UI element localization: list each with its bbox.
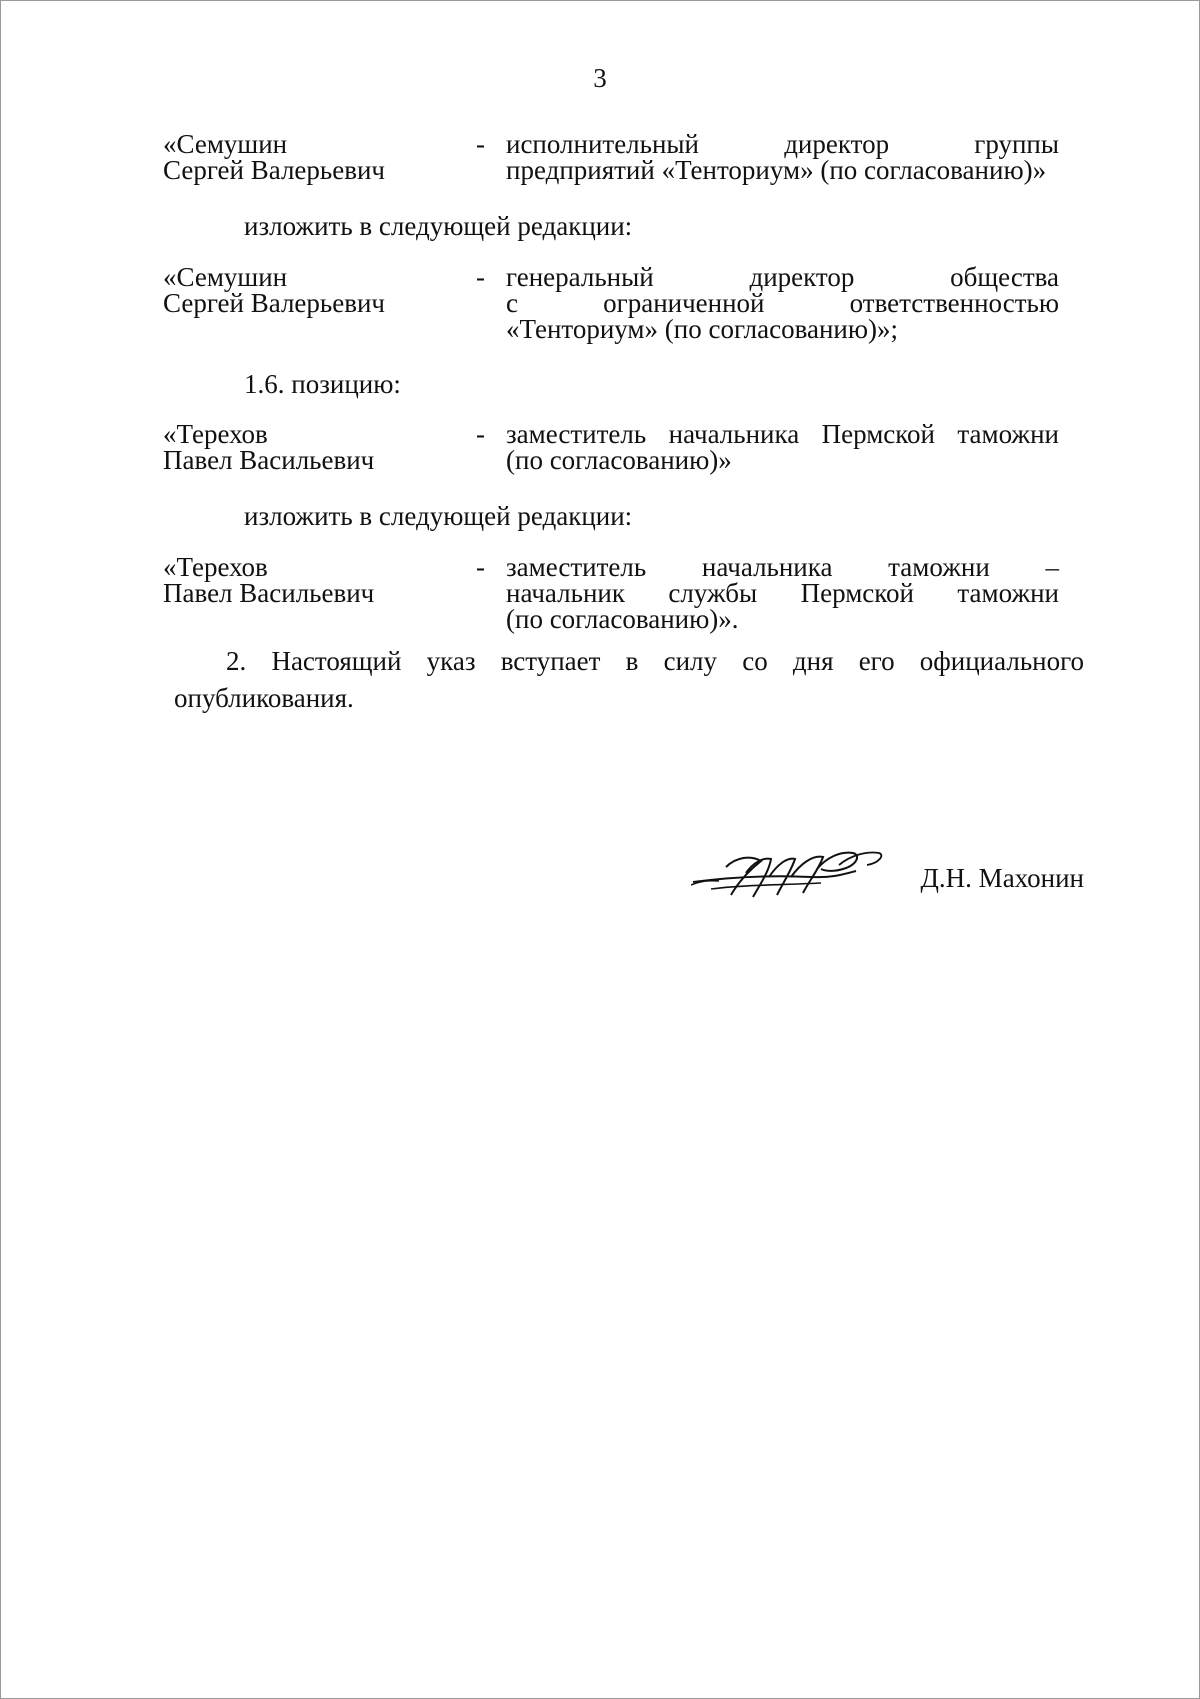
instruction-text: изложить в следующей редакции: (244, 211, 633, 241)
description-line: начальник службы Пермской таможни (506, 578, 1059, 608)
closing-paragraph (174, 643, 1084, 717)
description-line: с ограниченной ответственностью (506, 288, 1059, 318)
person-name-line: Сергей Валерьевич (163, 288, 385, 318)
description-line: генеральный директор общества (506, 262, 1059, 292)
person-name-line: «Терехов (163, 419, 268, 449)
instruction-text: изложить в следующей редакции: (244, 501, 633, 531)
description-line: предприятий «Тенториум» (по согласованию)» (506, 155, 1047, 185)
person-name (163, 421, 463, 473)
dash-separator: - (476, 419, 485, 449)
page-number: 3 (593, 63, 607, 93)
person-name-line: Сергей Валерьевич (163, 155, 385, 185)
section-heading: 1.6. позицию: (244, 369, 401, 399)
position-description (506, 264, 1059, 342)
position-description (506, 131, 1059, 183)
description-line: (по согласованию)». (506, 604, 739, 634)
description-line: исполнительный директор группы (506, 129, 1059, 159)
person-name (163, 264, 463, 316)
description-line: (по согласованию)» (506, 445, 732, 475)
person-name-line: «Терехов (163, 552, 268, 582)
person-name-line: «Семушин (163, 129, 288, 159)
person-name (163, 554, 463, 606)
position-description (506, 421, 1059, 473)
dash-separator: - (476, 552, 485, 582)
handwritten-signature (691, 847, 891, 907)
description-line: заместитель начальника Пермской таможни (506, 419, 1059, 449)
person-name-line: Павел Васильевич (163, 578, 375, 608)
person-name-line: Павел Васильевич (163, 445, 375, 475)
description-line: «Тенториум» (по согласованию)»; (506, 314, 899, 344)
dash-separator: - (476, 129, 485, 159)
paragraph-line: 2. Настоящий указ вступает в силу со дня его официального (226, 646, 1084, 676)
person-name (163, 131, 463, 183)
dash-separator: - (476, 262, 485, 292)
person-name-line: «Семушин (163, 262, 288, 292)
signer-name: Д.Н. Махонин (920, 863, 1084, 893)
position-description (506, 554, 1059, 632)
paragraph-line: опубликования. (174, 683, 354, 713)
description-line: заместитель начальника таможни – (506, 552, 1059, 582)
